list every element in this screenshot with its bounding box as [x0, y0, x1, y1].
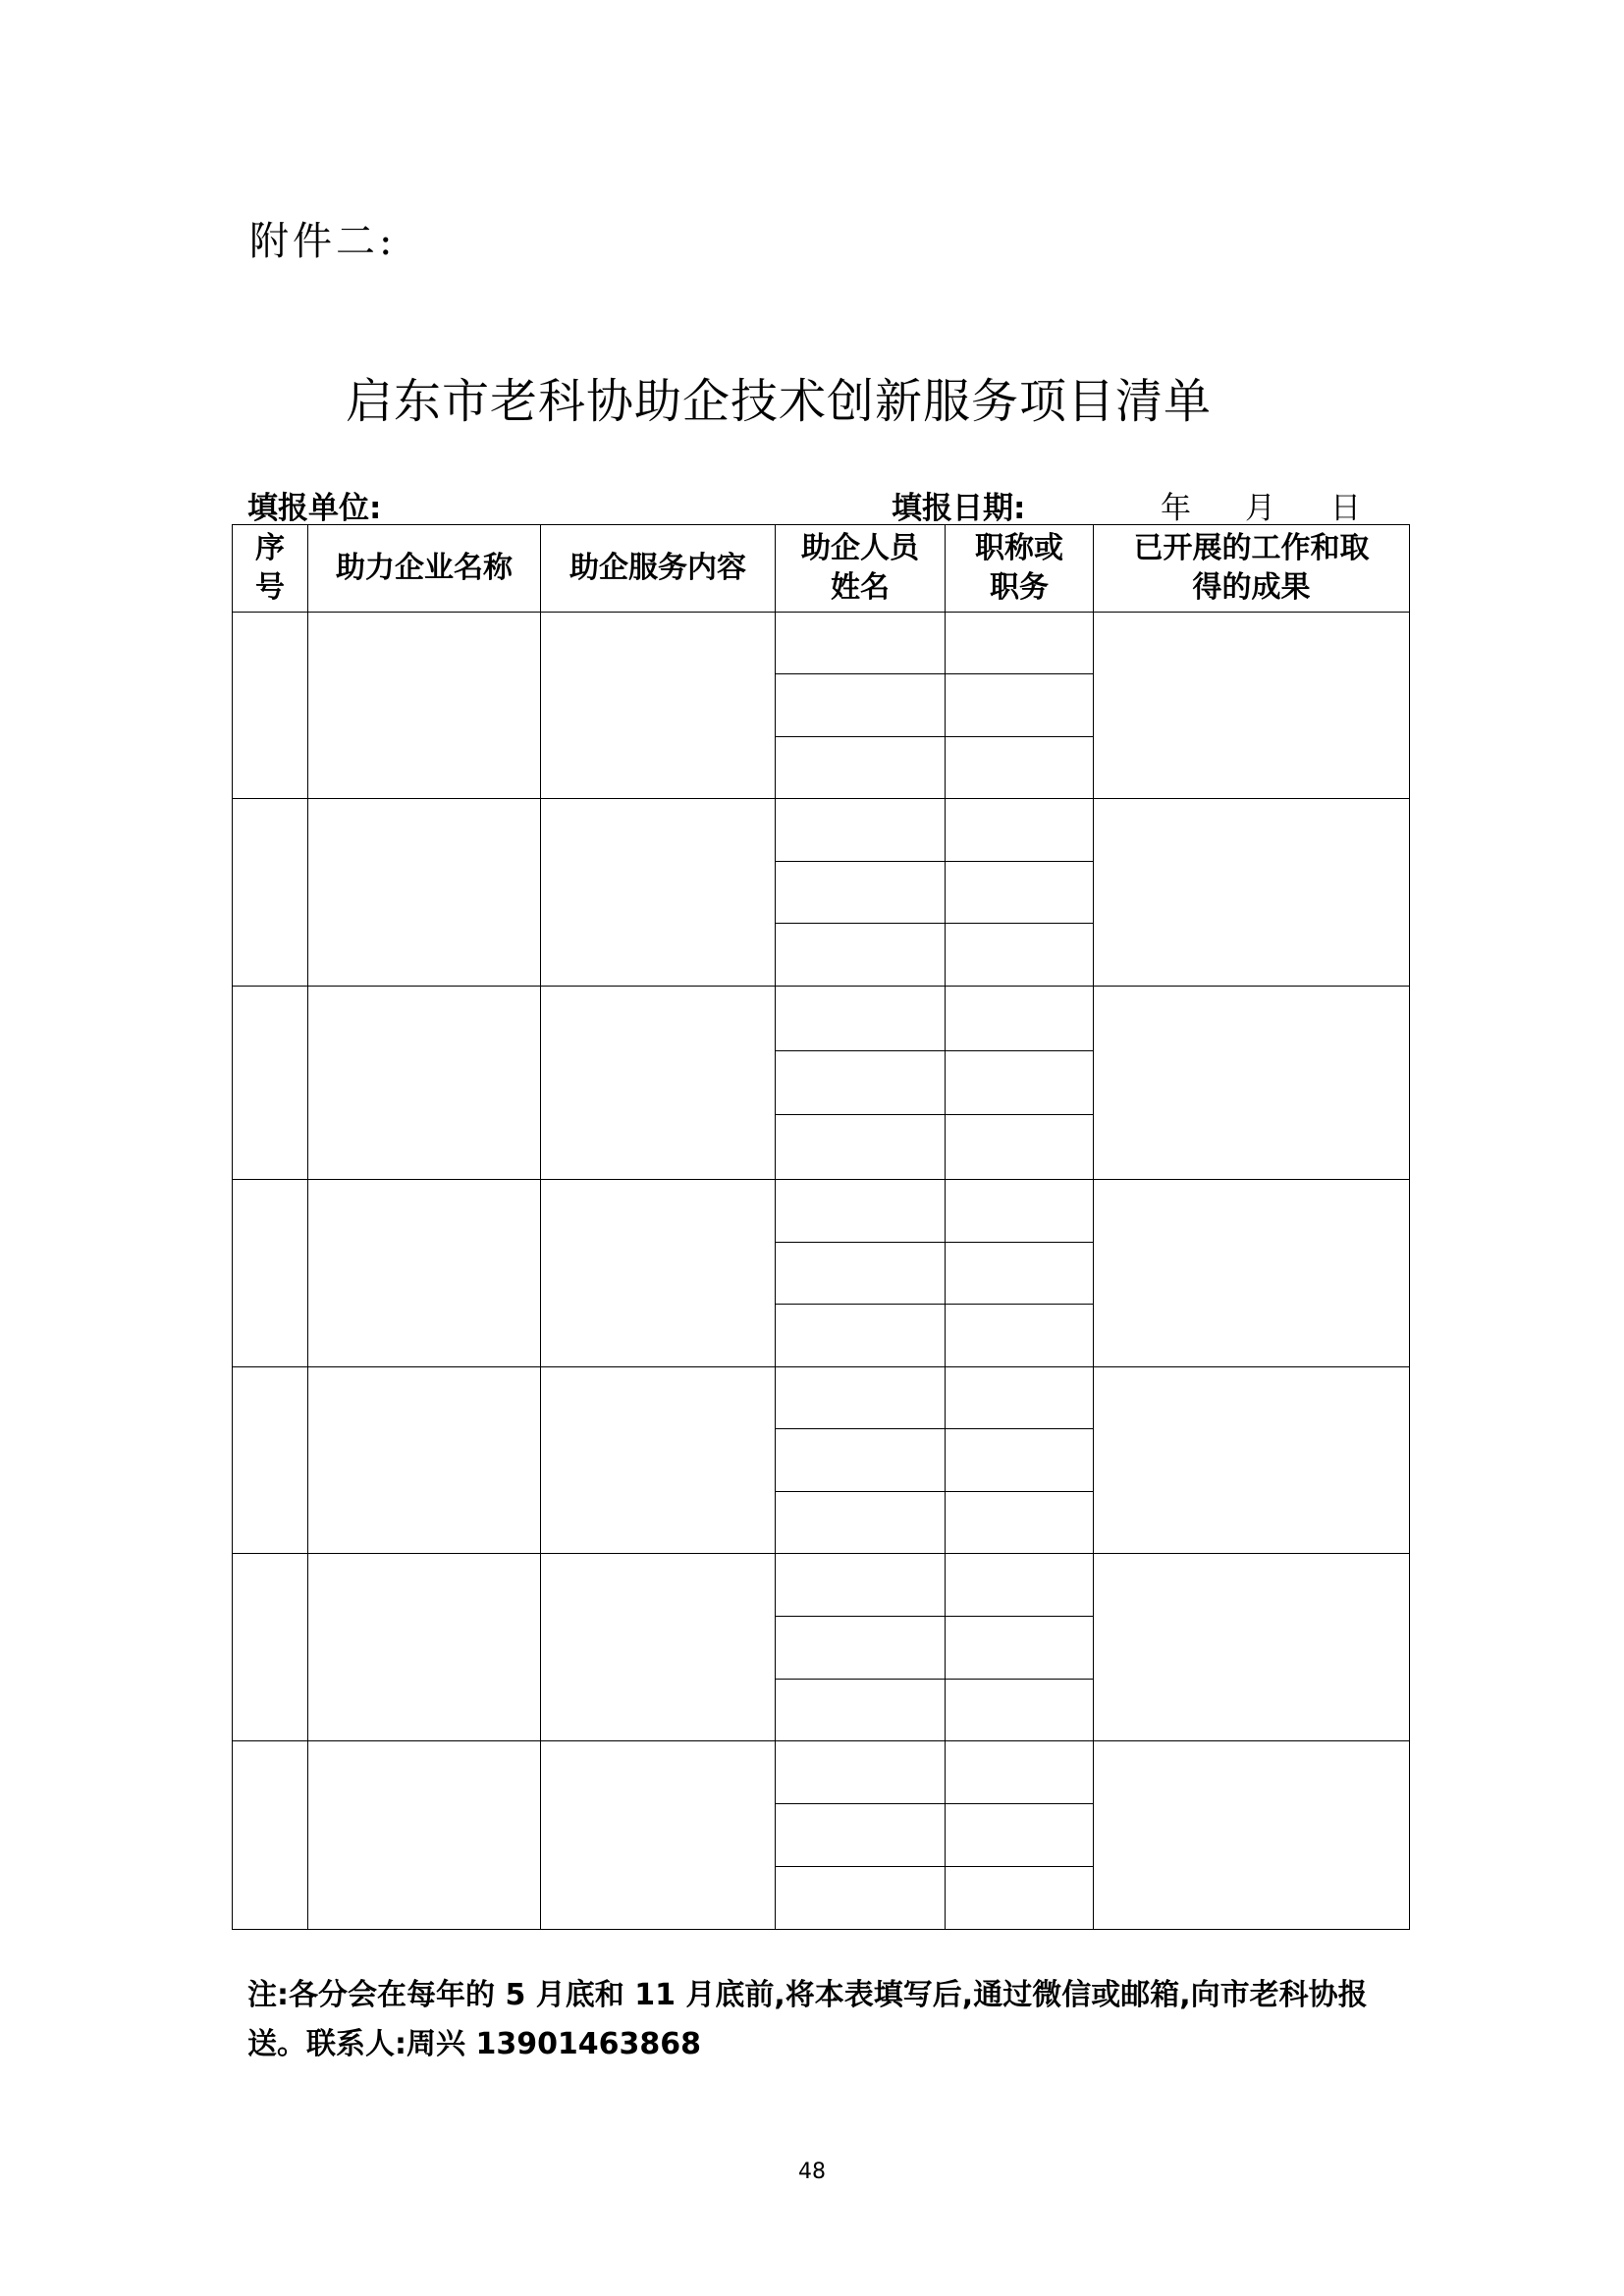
service-cell[interactable] — [541, 986, 776, 1179]
title-position-cell[interactable] — [946, 1242, 1094, 1304]
table-row — [233, 1554, 1410, 1617]
staff-name-cell[interactable] — [776, 1366, 946, 1428]
staff-name-cell[interactable] — [776, 1115, 946, 1180]
page-title: 启东市老科协助企技术创新服务项目清单 — [346, 374, 1213, 429]
serial-cell[interactable] — [233, 799, 308, 986]
title-position-cell[interactable] — [946, 1679, 1094, 1741]
header-staff-name: 助企人员 姓名 — [776, 525, 946, 613]
serial-cell[interactable] — [233, 986, 308, 1179]
title-position-cell[interactable] — [946, 736, 1094, 798]
achievements-cell[interactable] — [1094, 799, 1410, 986]
table-row — [233, 1741, 1410, 1804]
service-cell[interactable] — [541, 1554, 776, 1741]
staff-name-cell[interactable] — [776, 986, 946, 1050]
page-number: 48 — [798, 2160, 826, 2184]
title-position-cell[interactable] — [946, 1616, 1094, 1679]
title-position-cell[interactable] — [946, 1050, 1094, 1115]
achievements-cell[interactable] — [1094, 1554, 1410, 1741]
staff-name-cell[interactable] — [776, 1804, 946, 1867]
title-position-cell[interactable] — [946, 1554, 1094, 1617]
staff-name-cell[interactable] — [776, 861, 946, 923]
footnote: 注:各分会在每年的 5 月底和 11 月底前,将本表填写后,通过微信或邮箱,向市老科协报送。联系人:周兴 13901463868 — [247, 1978, 1368, 2061]
header-achievements: 已开展的工作和取 得的成果 — [1094, 525, 1410, 613]
title-position-cell[interactable] — [946, 1867, 1094, 1930]
service-cell[interactable] — [541, 1366, 776, 1553]
achievements-cell[interactable] — [1094, 986, 1410, 1179]
fill-date-label: 填报日期: — [892, 491, 1026, 526]
title-position-cell[interactable] — [946, 924, 1094, 986]
table-row — [233, 1366, 1410, 1428]
title-position-cell[interactable] — [946, 861, 1094, 923]
header-serial-number: 序 号 — [233, 525, 308, 613]
enterprise-cell[interactable] — [308, 1554, 541, 1741]
serial-cell[interactable] — [233, 1366, 308, 1553]
service-cell[interactable] — [541, 1180, 776, 1366]
staff-name-cell[interactable] — [776, 1867, 946, 1930]
staff-name-cell[interactable] — [776, 613, 946, 674]
table-row — [233, 986, 1410, 1050]
staff-name-cell[interactable] — [776, 1050, 946, 1115]
title-position-cell[interactable] — [946, 1305, 1094, 1366]
achievements-cell[interactable] — [1094, 1180, 1410, 1366]
title-position-cell[interactable] — [946, 1804, 1094, 1867]
service-cell[interactable] — [541, 613, 776, 799]
header-enterprise-name: 助力企业名称 — [308, 525, 541, 613]
table-row — [233, 613, 1410, 674]
achievements-cell[interactable] — [1094, 1366, 1410, 1553]
title-position-cell[interactable] — [946, 613, 1094, 674]
table-row — [233, 1180, 1410, 1242]
serial-cell[interactable] — [233, 1741, 308, 1930]
table-header-row — [233, 525, 1410, 613]
serial-cell[interactable] — [233, 1554, 308, 1741]
enterprise-cell[interactable] — [308, 1180, 541, 1366]
title-position-cell[interactable] — [946, 1491, 1094, 1553]
achievements-cell[interactable] — [1094, 613, 1410, 799]
serial-cell[interactable] — [233, 1180, 308, 1366]
staff-name-cell[interactable] — [776, 924, 946, 986]
date-month-label: 月 — [1245, 491, 1275, 526]
staff-name-cell[interactable] — [776, 799, 946, 861]
achievements-cell[interactable] — [1094, 1741, 1410, 1930]
staff-name-cell[interactable] — [776, 1180, 946, 1242]
title-position-cell[interactable] — [946, 674, 1094, 736]
staff-name-cell[interactable] — [776, 1741, 946, 1804]
title-position-cell[interactable] — [946, 1429, 1094, 1491]
staff-name-cell[interactable] — [776, 1616, 946, 1679]
table-body — [233, 613, 1410, 1930]
staff-name-cell[interactable] — [776, 674, 946, 736]
fill-unit-label: 填报单位: — [247, 491, 382, 526]
title-position-cell[interactable] — [946, 799, 1094, 861]
title-position-cell[interactable] — [946, 1366, 1094, 1428]
staff-name-cell[interactable] — [776, 1491, 946, 1553]
header-service-content: 助企服务内容 — [541, 525, 776, 613]
enterprise-cell[interactable] — [308, 1366, 541, 1553]
date-day-label: 日 — [1330, 491, 1361, 526]
header-title-position: 职称或 职务 — [946, 525, 1094, 613]
staff-name-cell[interactable] — [776, 736, 946, 798]
service-cell[interactable] — [541, 1741, 776, 1930]
title-position-cell[interactable] — [946, 986, 1094, 1050]
serial-cell[interactable] — [233, 613, 308, 799]
title-position-cell[interactable] — [946, 1741, 1094, 1804]
title-position-cell[interactable] — [946, 1180, 1094, 1242]
staff-name-cell[interactable] — [776, 1679, 946, 1741]
service-cell[interactable] — [541, 799, 776, 986]
staff-name-cell[interactable] — [776, 1554, 946, 1617]
enterprise-cell[interactable] — [308, 613, 541, 799]
staff-name-cell[interactable] — [776, 1305, 946, 1366]
attachment-label: 附件二: — [249, 219, 397, 264]
service-project-table — [232, 524, 1410, 1930]
enterprise-cell[interactable] — [308, 986, 541, 1179]
title-position-cell[interactable] — [946, 1115, 1094, 1180]
staff-name-cell[interactable] — [776, 1242, 946, 1304]
date-year-label: 年 — [1161, 491, 1191, 526]
table-row — [233, 799, 1410, 861]
enterprise-cell[interactable] — [308, 1741, 541, 1930]
enterprise-cell[interactable] — [308, 799, 541, 986]
staff-name-cell[interactable] — [776, 1429, 946, 1491]
